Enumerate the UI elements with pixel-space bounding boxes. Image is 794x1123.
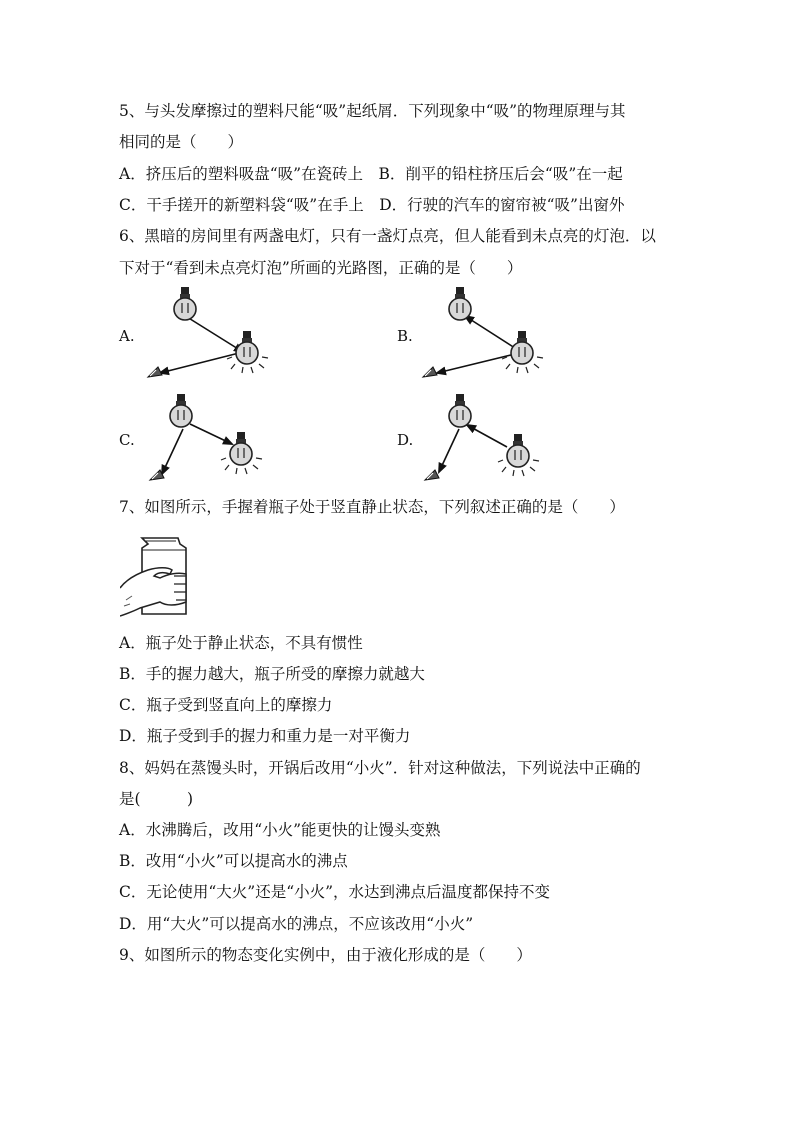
q6-diagram-c: [140, 392, 280, 492]
q7-option-d: D．瓶子受到手的握力和重力是一对平衡力: [119, 727, 411, 745]
q6-option-c-label: C.: [119, 431, 135, 449]
q5-options-cd: C．干手搓开的新塑料袋“吸”在手上 D．行驶的汽车的窗帘被“吸”出窗外: [119, 196, 625, 214]
eye-icon: [148, 367, 162, 377]
q8-stem-line1: 8、妈妈在蒸馒头时，开锅后改用“小火”．针对这种做法，下列说法中正确的: [119, 759, 641, 777]
q8-stem-line2: 是( ): [119, 790, 194, 808]
unlit-bulb-icon: [449, 394, 471, 427]
q7-option-a: A．瓶子处于静止状态，不具有惯性: [119, 634, 363, 652]
lit-bulb-icon: [507, 434, 529, 467]
q6-option-b-label: B.: [397, 327, 413, 345]
q7-option-c: C．瓶子受到竖直向上的摩擦力: [119, 696, 333, 714]
q6-option-a-label: A.: [119, 327, 135, 345]
q8-option-a: A．水沸腾后，改用“小火”能更快的让馒头变熟: [119, 821, 441, 839]
q8-option-d: D．用“大火”可以提高水的沸点，不应该改用“小火”: [119, 915, 474, 933]
lit-bulb-icon: [230, 432, 252, 465]
q7-stem: 7、如图所示，手握着瓶子处于竖直静止状态，下列叙述正确的是（ ）: [119, 498, 625, 516]
q5-stem-line1: 5、与头发摩擦过的塑料尺能“吸”起纸屑．下列现象中“吸”的物理原理与其: [119, 102, 626, 120]
unlit-bulb-icon: [449, 287, 471, 320]
q5-stem-line2: 相同的是（ ）: [119, 133, 244, 151]
lit-bulb-icon: [236, 331, 258, 364]
q8-option-c: C．无论使用“大火”还是“小火”，水达到沸点后温度都保持不变: [119, 883, 551, 901]
q6-diagram-b: [415, 285, 555, 385]
q9-stem: 9、如图所示的物态变化实例中，由于液化形成的是（ ）: [119, 946, 532, 964]
q6-option-d-label: D.: [397, 431, 414, 449]
q6-stem-line1: 6、黑暗的房间里有两盏电灯，只有一盏灯点亮，但人能看到未点亮的灯泡．以: [119, 227, 656, 245]
unlit-bulb-icon: [170, 394, 192, 427]
q6-diagram-d: [415, 392, 555, 492]
hand-holding-bottle-figure: [120, 530, 202, 620]
q6-diagram-a: [140, 285, 280, 385]
q6-stem-line2: 下对于“看到未点亮灯泡”所画的光路图，正确的是（ ）: [119, 259, 523, 277]
q7-option-b: B．手的握力越大，瓶子所受的摩擦力就越大: [119, 665, 425, 683]
eye-icon: [425, 470, 439, 480]
q5-options-ab: A．挤压后的塑料吸盘“吸”在瓷砖上 B．削平的铅柱挤压后会“吸”在一起: [119, 165, 623, 183]
eye-icon: [423, 367, 437, 377]
eye-icon: [150, 470, 164, 480]
lit-bulb-icon: [511, 331, 533, 364]
q8-option-b: B．改用“小火”可以提高水的沸点: [119, 852, 348, 870]
unlit-bulb-icon: [174, 287, 196, 320]
